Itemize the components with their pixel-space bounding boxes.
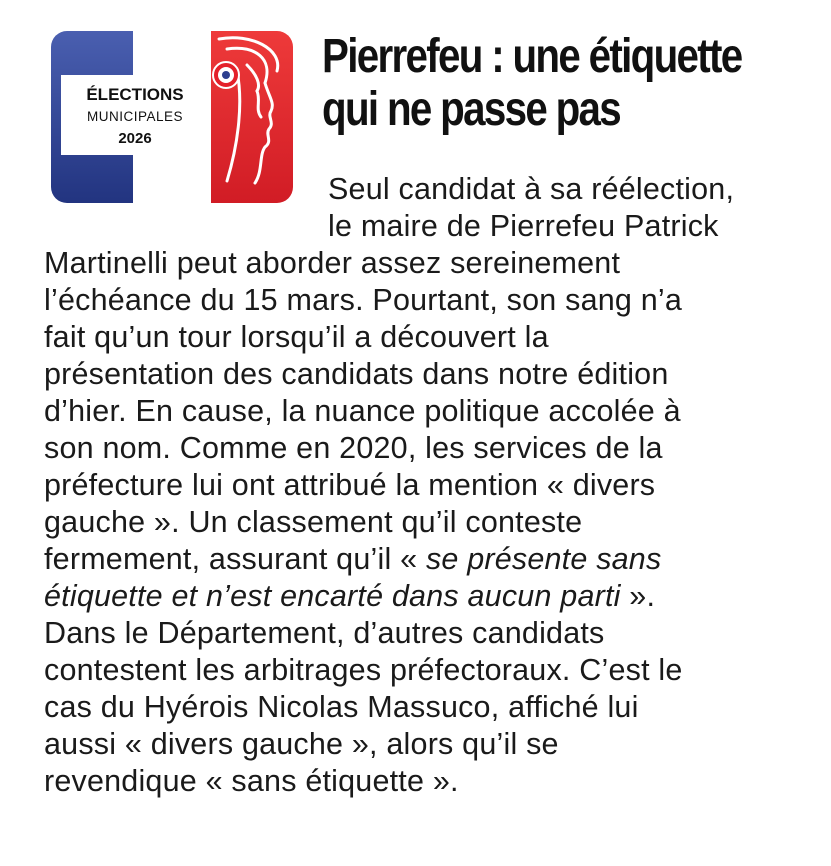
body-line-12 bbox=[44, 578, 655, 615]
elections-municipales-2026-logo bbox=[51, 31, 293, 203]
body-line-14: contestent les arbitrages préfectoraux. C’est le bbox=[44, 653, 683, 687]
body-line-17: revendique « sans étiquette ». bbox=[44, 764, 459, 798]
cockade-icon bbox=[213, 62, 239, 88]
body-line-4: l’échéance du 15 mars. Pourtant, son sang n’a bbox=[44, 283, 683, 317]
body-line-8: son nom. Comme en 2020, les services de la bbox=[44, 431, 663, 465]
body-line-2: le maire de Pierrefeu Patrick bbox=[328, 209, 719, 243]
body-line-11 bbox=[44, 541, 661, 578]
body-line-5: fait qu’un tour lorsqu’il a découvert la bbox=[44, 320, 549, 354]
headline-line-1: Pierrefeu : une étiquette bbox=[322, 30, 742, 83]
logo-line-year: 2026 bbox=[118, 130, 152, 147]
body-line-9: préfecture lui ont attribué la mention « divers bbox=[44, 468, 656, 502]
body-line-10: gauche ». Un classement qu’il conteste bbox=[44, 505, 583, 539]
body-line-15: cas du Hyérois Nicolas Massuco, affiché lui bbox=[44, 690, 639, 724]
body-line-16: aussi « divers gauche », alors qu’il se bbox=[44, 727, 559, 761]
quote-italic-2: étiquette et n’est encarté dans aucun parti bbox=[44, 579, 621, 613]
body-line-6: présentation des candidats dans notre édition bbox=[44, 357, 669, 391]
body-line-3: Martinelli peut aborder assez sereinement bbox=[44, 246, 621, 280]
headline-line-2: qui ne passe pas bbox=[322, 83, 621, 136]
logo-line-municipales: MUNICIPALES bbox=[86, 109, 184, 124]
logo-line-elections: ÉLECTIONS bbox=[86, 85, 184, 104]
article-headline bbox=[322, 30, 742, 136]
body-line-7: d’hier. En cause, la nuance politique accolée à bbox=[44, 394, 681, 428]
body-line-11-roman: fermement, assurant qu’il « bbox=[44, 542, 426, 576]
quote-italic-1: se présente sans bbox=[425, 542, 662, 576]
body-line-12-roman: ». bbox=[620, 579, 656, 613]
body-line-1: Seul candidat à sa réélection, bbox=[328, 172, 735, 206]
body-line-13: Dans le Département, d’autres candidats bbox=[44, 616, 605, 650]
